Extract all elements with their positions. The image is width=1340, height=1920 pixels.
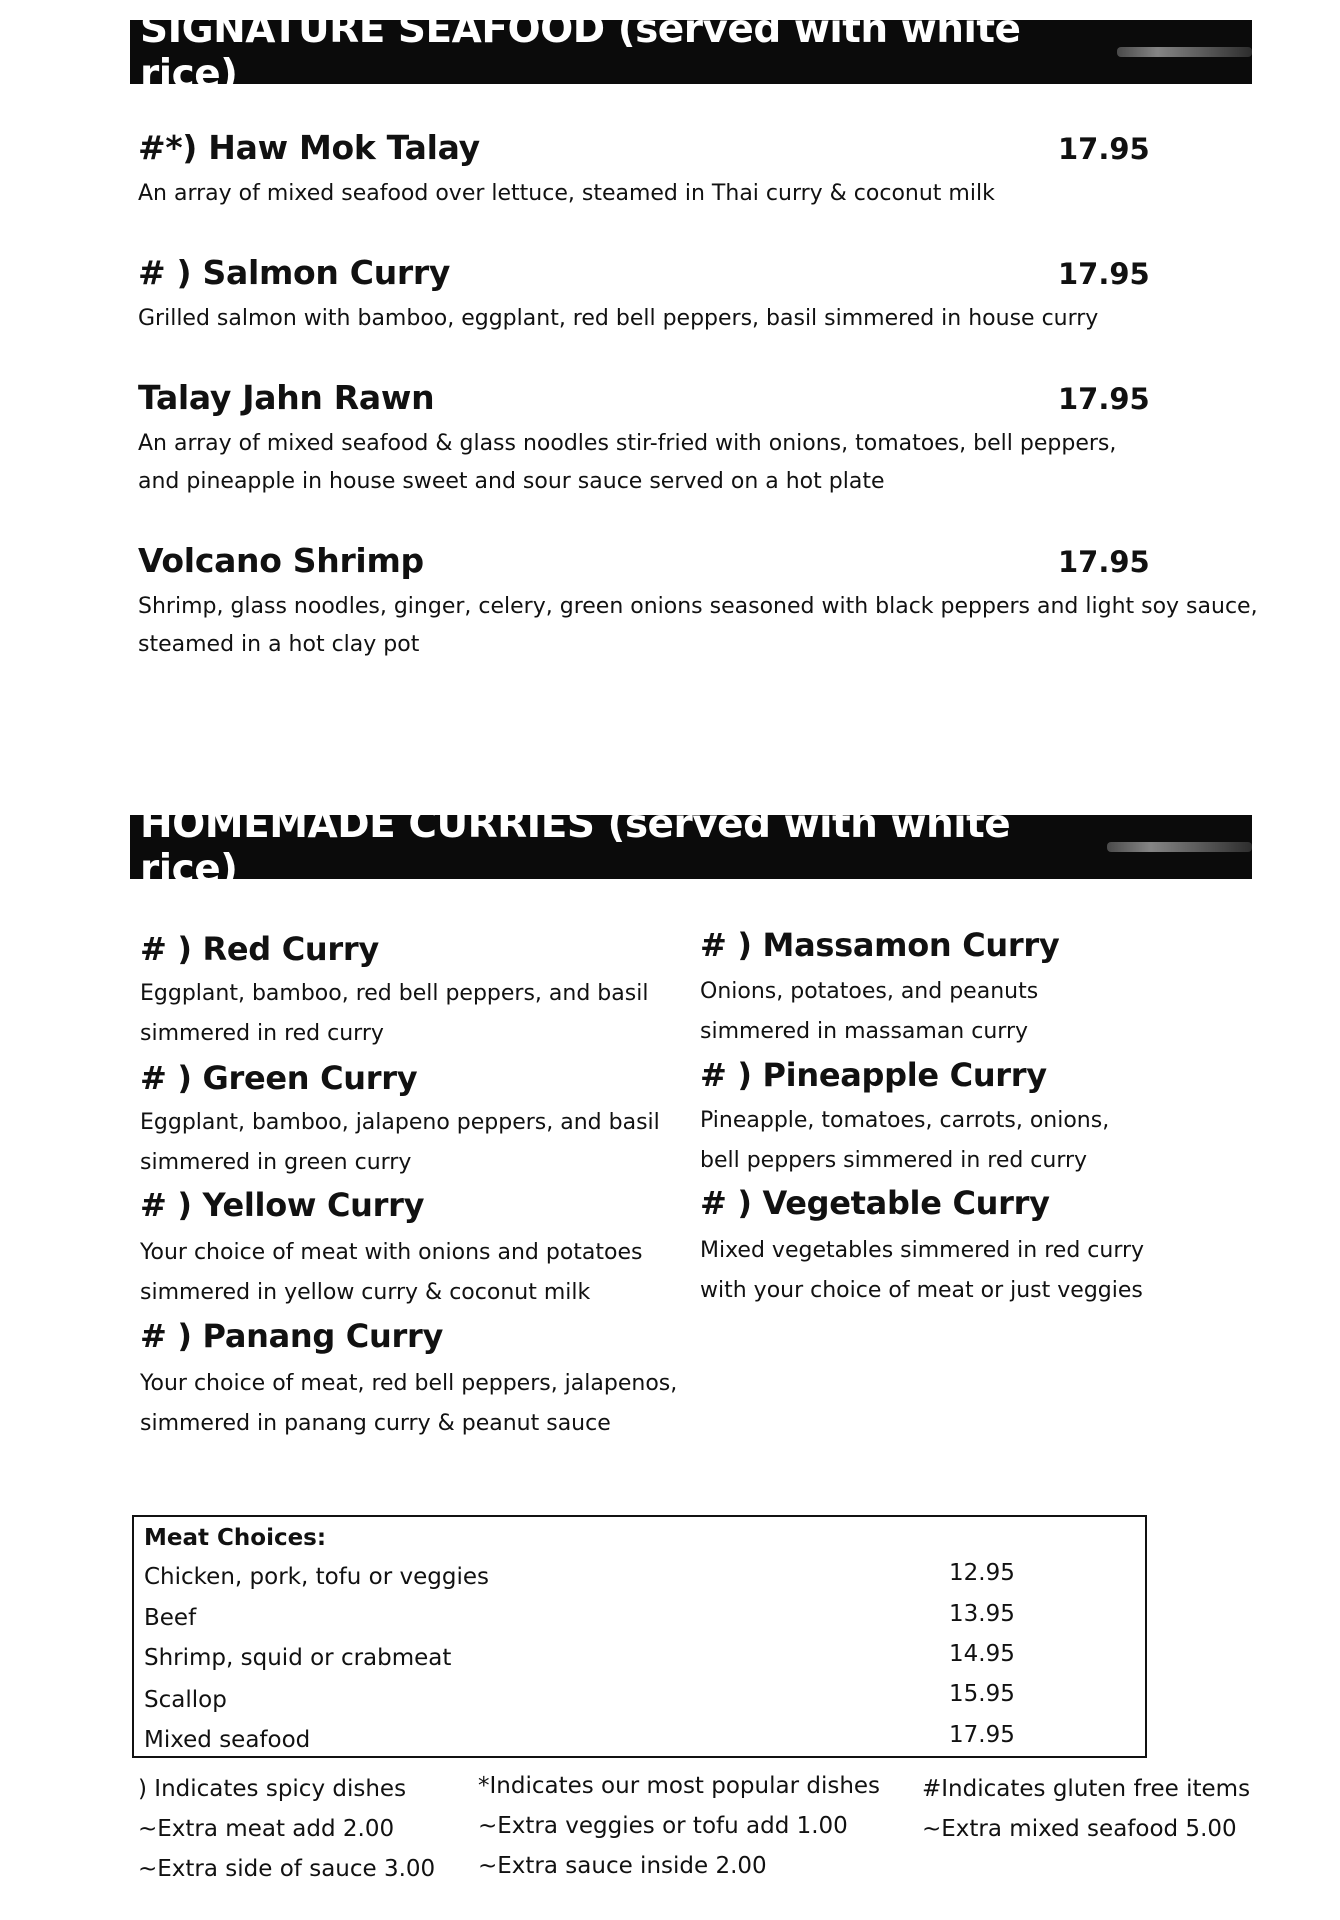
curry-description: Your choice of meat with onions and potatoes <box>140 1240 643 1265</box>
meat-choice-label: Beef <box>144 1605 197 1631</box>
curry-description: Your choice of meat, red bell peppers, jalapenos, <box>140 1371 678 1396</box>
item-name: #*) Haw Mok Talay <box>138 128 480 167</box>
meat-choice-label: Scallop <box>144 1687 227 1713</box>
curry-description: with your choice of meat or just veggies <box>700 1278 1143 1303</box>
meat-choice-price: 15.95 <box>949 1681 1015 1707</box>
curry-name: # ) Vegetable Curry <box>700 1184 1050 1222</box>
item-description: and pineapple in house sweet and sour sauce served on a hot plate <box>138 469 885 494</box>
curry-name: # ) Red Curry <box>140 930 379 968</box>
curry-description: Mixed vegetables simmered in red curry <box>700 1238 1145 1263</box>
curry-description: Eggplant, bamboo, jalapeno peppers, and basil <box>140 1110 660 1135</box>
homemade-curries-banner <box>130 802 1252 892</box>
item-name: # ) Salmon Curry <box>138 253 451 292</box>
meat-choice-price: 17.95 <box>949 1722 1015 1748</box>
item-price: 17.95 <box>1058 545 1150 579</box>
curry-name: # ) Yellow Curry <box>140 1186 425 1224</box>
meat-choice-label: Shrimp, squid or crabmeat <box>144 1645 452 1671</box>
curry-name: # ) Green Curry <box>140 1059 418 1097</box>
item-price: 17.95 <box>1058 132 1150 166</box>
item-price: 17.95 <box>1058 382 1150 416</box>
footnote-extra-sauce-side: ~Extra side of sauce 3.00 <box>138 1856 436 1882</box>
curry-description: simmered in green curry <box>140 1150 412 1175</box>
footnote-spicy: ) Indicates spicy dishes <box>138 1776 407 1802</box>
footnote-extra-seafood: ~Extra mixed seafood 5.00 <box>922 1816 1237 1842</box>
item-price: 17.95 <box>1058 257 1150 291</box>
item-description: Shrimp, glass noodles, ginger, celery, green onions seasoned with black peppers and light soy sauce, <box>138 594 1258 619</box>
curry-description: Onions, potatoes, and peanuts <box>700 979 1039 1004</box>
banner-smudge <box>1117 47 1252 57</box>
curry-description: simmered in panang curry & peanut sauce <box>140 1411 611 1436</box>
curry-description: Eggplant, bamboo, red bell peppers, and basil <box>140 981 649 1006</box>
curry-description: Pineapple, tomatoes, carrots, onions, <box>700 1108 1110 1133</box>
item-name: Talay Jahn Rawn <box>138 378 435 417</box>
meat-choice-price: 14.95 <box>949 1641 1015 1667</box>
footnote-extra-veggies: ~Extra veggies or tofu add 1.00 <box>478 1813 848 1839</box>
curry-description: simmered in red curry <box>140 1021 384 1046</box>
item-description: steamed in a hot clay pot <box>138 632 420 657</box>
meat-choice-price: 12.95 <box>949 1560 1015 1586</box>
meat-choices-title: Meat Choices: <box>144 1525 327 1551</box>
meat-choice-label: Mixed seafood <box>144 1727 311 1753</box>
homemade-curries-heading: HOMEMADE CURRIES (served with white rice) <box>140 802 1011 892</box>
curry-description: bell peppers simmered in red curry <box>700 1148 1088 1173</box>
signature-seafood-heading: SIGNATURE SEAFOOD (served with white rice) <box>140 7 1021 97</box>
curry-description: simmered in massaman curry <box>700 1019 1029 1044</box>
curry-description: simmered in yellow curry & coconut milk <box>140 1280 591 1305</box>
footnote-extra-sauce-inside: ~Extra sauce inside 2.00 <box>478 1853 767 1879</box>
signature-seafood-banner <box>130 7 1252 97</box>
banner-smudge <box>1107 842 1252 852</box>
meat-choices-box <box>132 1515 1147 1758</box>
meat-choice-label: Chicken, pork, tofu or veggies <box>144 1564 489 1590</box>
item-description: An array of mixed seafood & glass noodles stir-fried with onions, tomatoes, bell peppers, <box>138 431 1117 456</box>
curry-name: # ) Pineapple Curry <box>700 1056 1047 1094</box>
meat-choice-price: 13.95 <box>949 1601 1015 1627</box>
item-description: Grilled salmon with bamboo, eggplant, red bell peppers, basil simmered in house curry <box>138 306 1099 331</box>
curry-name: # ) Massamon Curry <box>700 926 1060 964</box>
curry-name: # ) Panang Curry <box>140 1317 443 1355</box>
footnote-gluten-free: #Indicates gluten free items <box>922 1776 1251 1802</box>
footnote-popular: *Indicates our most popular dishes <box>478 1773 881 1799</box>
footnote-extra-meat: ~Extra meat add 2.00 <box>138 1816 395 1842</box>
item-description: An array of mixed seafood over lettuce, steamed in Thai curry & coconut milk <box>138 181 995 206</box>
item-name: Volcano Shrimp <box>138 541 424 580</box>
